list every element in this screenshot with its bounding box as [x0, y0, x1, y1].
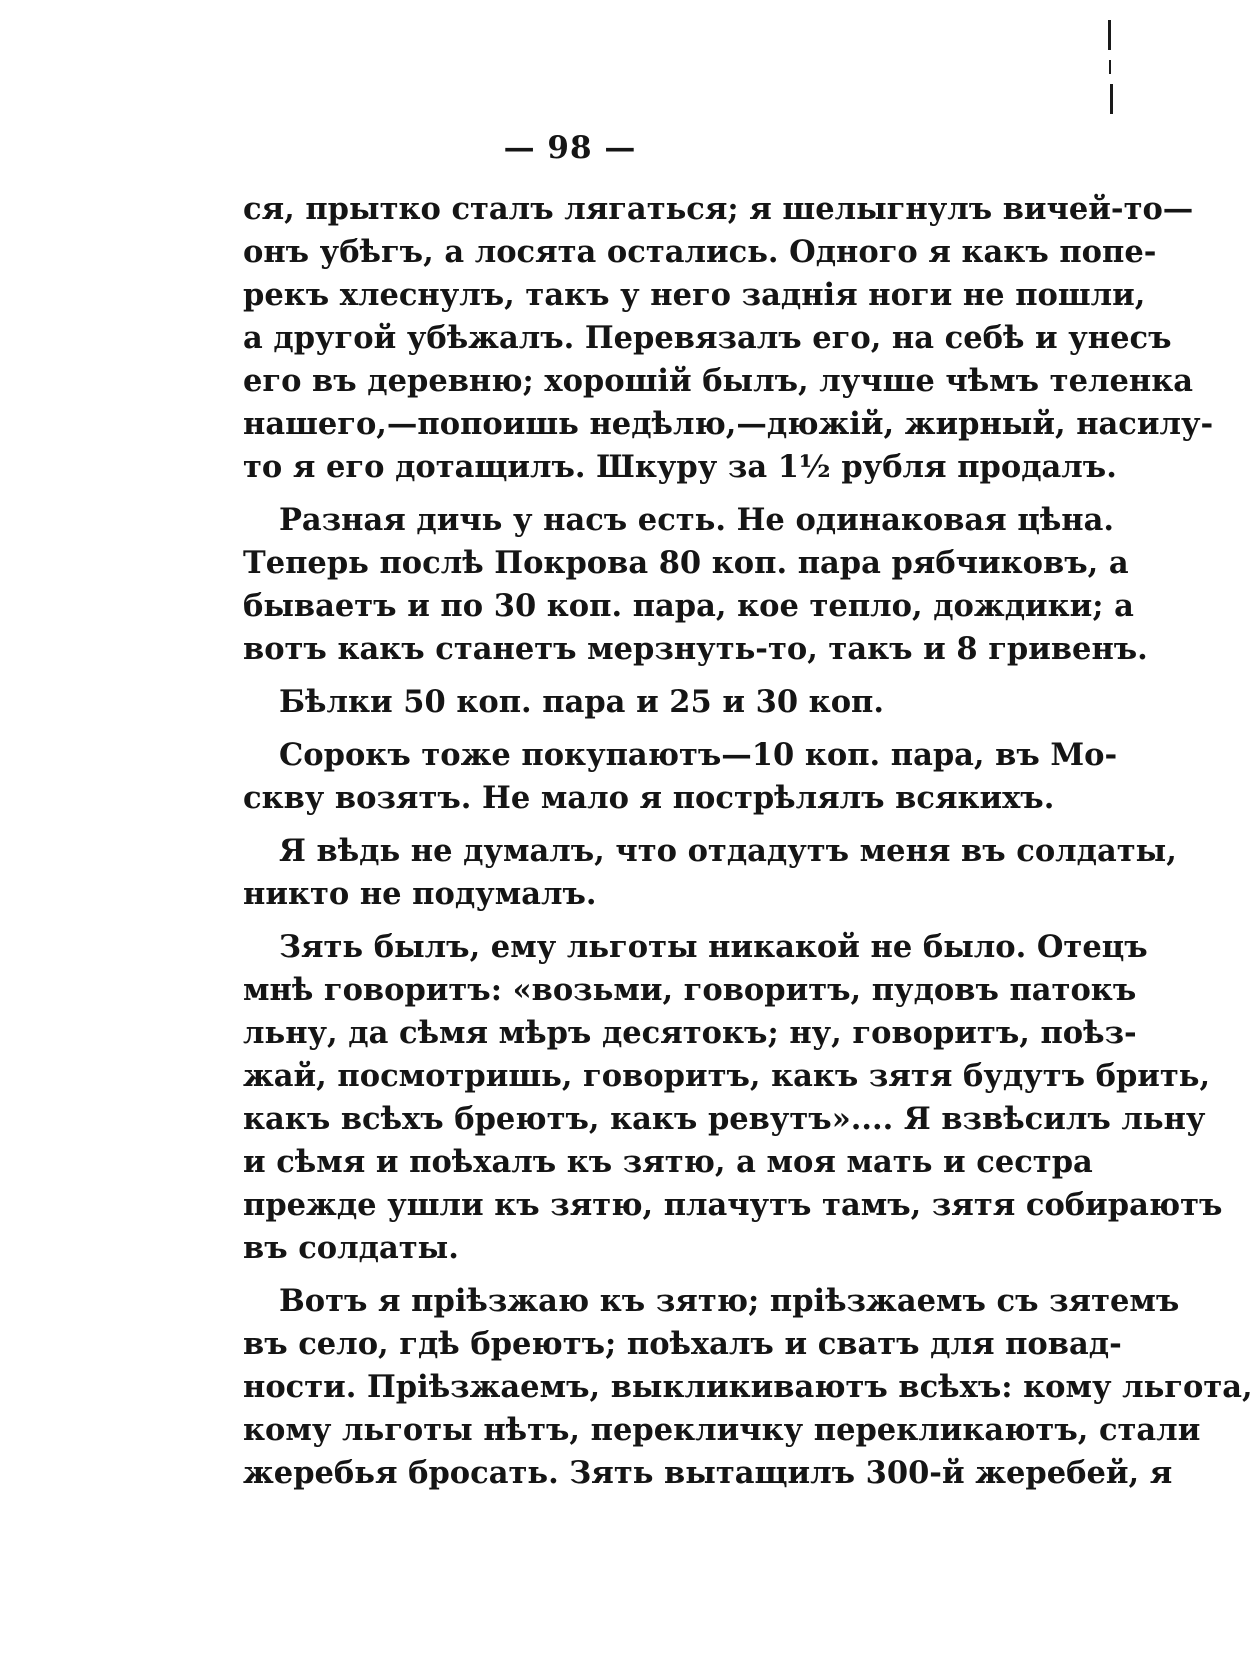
- text-line: Сорокъ тоже покупаютъ—10 коп. пара, въ Мо-: [279, 737, 1118, 773]
- text-line: бываетъ и по 30 коп. пара, кое тепло, дождики; а: [243, 588, 1134, 624]
- text-line: его въ деревню; хорошій былъ, лучше чѣмъ теленка: [243, 363, 1194, 399]
- scan-edge-mark: [1108, 20, 1111, 50]
- text-line: льну, да сѣмя мѣръ десятокъ; ну, говоритъ, поѣз-: [243, 1015, 1137, 1051]
- text-line: вотъ какъ станетъ мерзнуть-то, такъ и 8 гривенъ.: [243, 631, 1148, 667]
- text-line: онъ убѣгъ, а лосята остались. Одного я какъ попе-: [243, 234, 1157, 270]
- text-line: скву возятъ. Не мало я пострѣлялъ всякихъ.: [243, 780, 1055, 816]
- text-line: въ солдаты.: [243, 1230, 459, 1266]
- text-line: то я его дотащилъ. Шкуру за 1½ рубля продалъ.: [243, 449, 1117, 485]
- scan-edge-mark: [1109, 60, 1111, 74]
- page-number: — 98 —: [503, 130, 637, 166]
- text-line: кому льготы нѣтъ, перекличку перекликаютъ, стали: [243, 1412, 1201, 1448]
- text-line: нашего,—попоишь недѣлю,—дюжій, жирный, насилу-: [243, 406, 1214, 442]
- text-line: Зять былъ, ему льготы никакой не было. Отецъ: [279, 929, 1148, 965]
- text-line: жеребья бросать. Зять вытащилъ 300-й жеребей, я: [243, 1455, 1173, 1491]
- text-line: Вотъ я пріѣзжаю къ зятю; пріѣзжаемъ съ зятемъ: [279, 1283, 1180, 1319]
- text-line: рекъ хлеснулъ, такъ у него заднія ноги не пошли,: [243, 277, 1146, 313]
- text-line: Теперь послѣ Покрова 80 коп. пара рябчиковъ, а: [243, 545, 1129, 581]
- text-line: Я вѣдь не думалъ, что отдадутъ меня въ солдаты,: [279, 833, 1177, 869]
- text-line: ности. Пріѣзжаемъ, выкликиваютъ всѣхъ: кому льгота,: [243, 1369, 1253, 1405]
- text-line: и сѣмя и поѣхалъ къ зятю, а моя мать и сестра: [243, 1144, 1093, 1180]
- text-line: а другой убѣжалъ. Перевязалъ его, на себѣ и унесъ: [243, 320, 1172, 356]
- text-line: никто не подумалъ.: [243, 876, 597, 912]
- body-text: [243, 188, 1253, 1495]
- text-line: прежде ушли къ зятю, плачутъ тамъ, зятя собираютъ: [243, 1187, 1223, 1223]
- text-line: Бѣлки 50 коп. пара и 25 и 30 коп.: [279, 684, 884, 720]
- scan-edge-mark: [1110, 84, 1113, 114]
- text-line: въ село, гдѣ бреютъ; поѣхалъ и сватъ для повад-: [243, 1326, 1122, 1362]
- text-line: какъ всѣхъ бреютъ, какъ ревутъ».... Я взвѣсилъ льну: [243, 1101, 1206, 1137]
- text-line: ся, прытко сталъ лягаться; я шелыгнулъ вичей-то—: [243, 191, 1194, 227]
- text-line: Разная дичь у насъ есть. Не одинаковая цѣна.: [279, 502, 1114, 538]
- text-line: жай, посмотришь, говоритъ, какъ зятя будутъ брить,: [243, 1058, 1211, 1094]
- text-line: мнѣ говоритъ: «возьми, говоритъ, пудовъ патокъ: [243, 972, 1137, 1008]
